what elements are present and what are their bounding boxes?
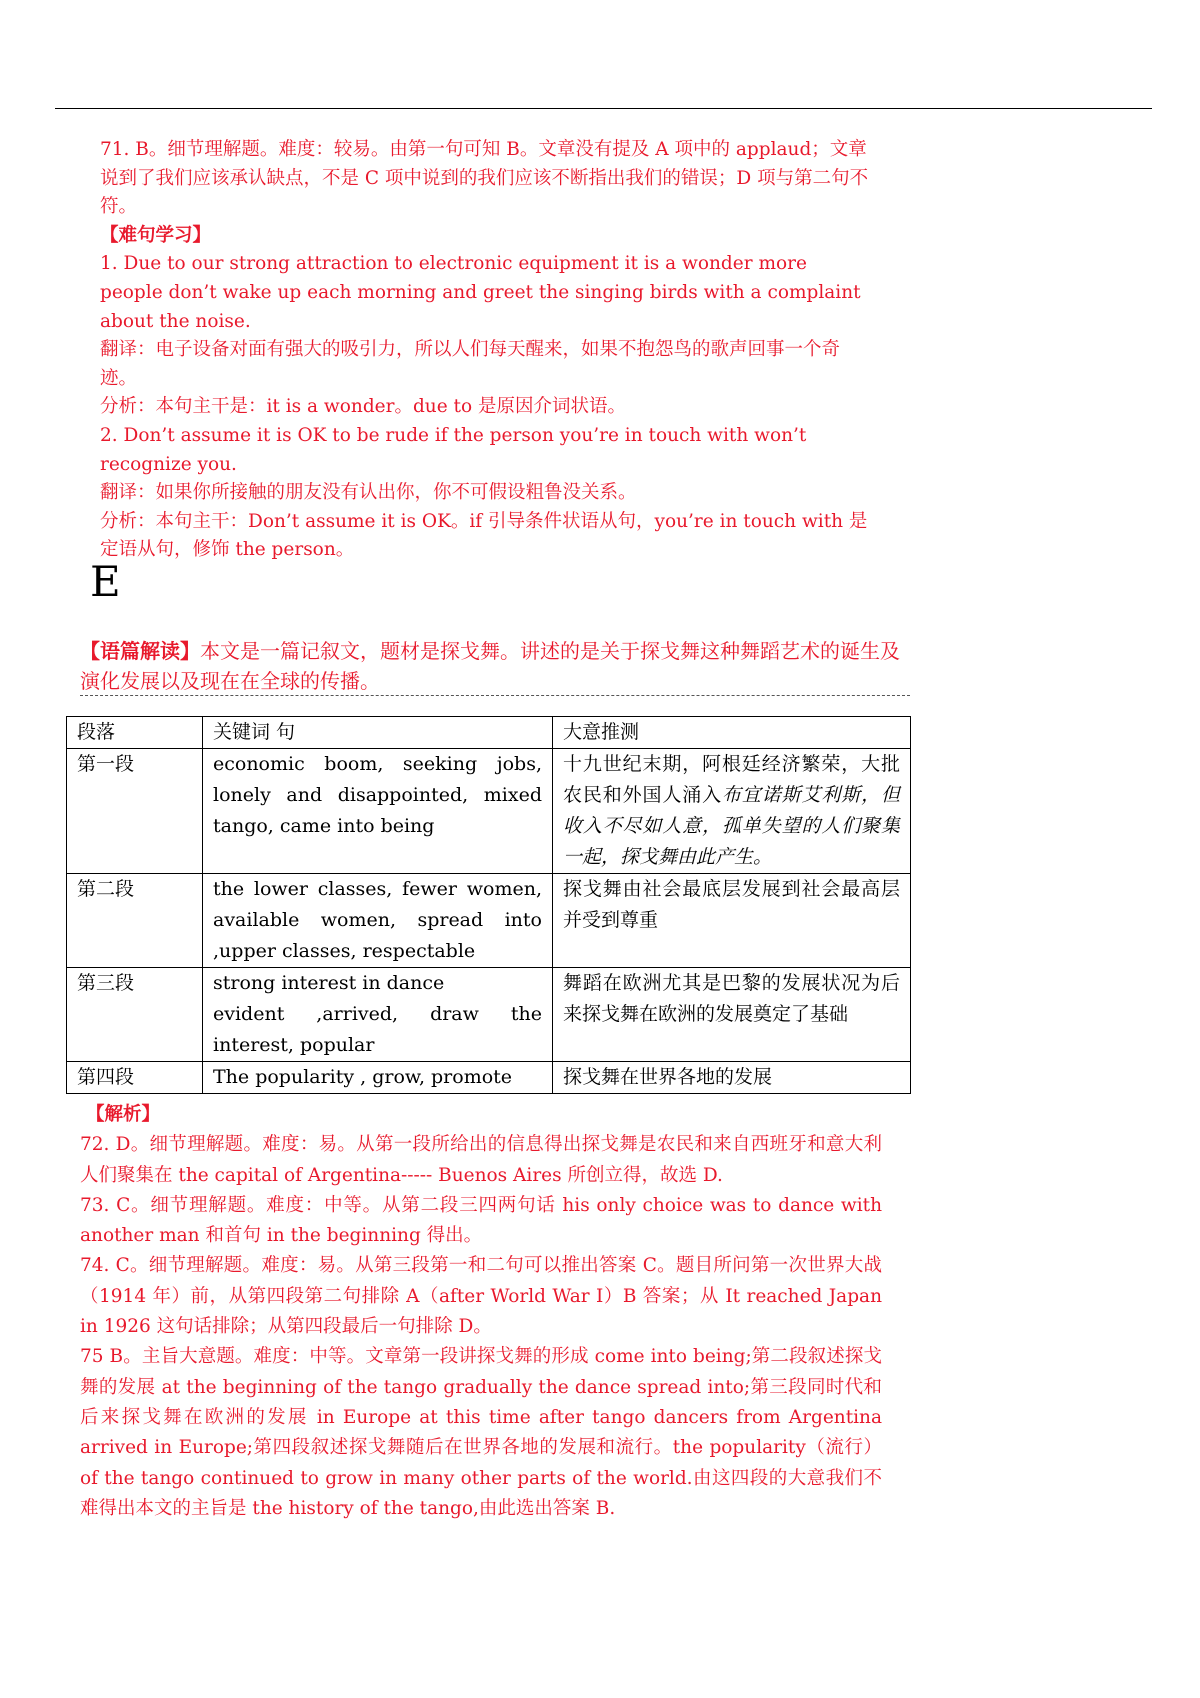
meaning-text: 十九世纪末期，阿根廷经济繁荣，大批农民和外国人涌入 [563, 753, 900, 806]
summary-divider [80, 695, 910, 696]
keywords-cell: the lower classes, fewer women, available women, spread into ,upper classes, respectable [203, 874, 553, 968]
keywords-line: evident ,arrived, draw the interest, popular [213, 1003, 542, 1056]
table-header-row [67, 717, 911, 749]
sentence-1-analysis: 分析：本句主干是：it is a wonder。due to 是原因介词状语。 [100, 396, 626, 418]
meaning-cell: 探戈舞由社会最底层发展到社会最高层 并受到尊重 [553, 874, 911, 968]
summary-label: 【语篇解读】 [80, 639, 200, 663]
table-header-cell: 段落 [67, 717, 203, 749]
meaning-italic-text: 布宜诺斯艾利斯，但收入不尽如人意，孤单失望的人们聚集一起，探戈舞由此产生。 [563, 784, 900, 868]
keywords-cell [203, 968, 553, 1062]
meaning-cell [553, 749, 911, 874]
keywords-cell: The popularity , grow, promote [203, 1062, 553, 1094]
sentence-2-english: 2. Don’t assume it is OK to be rude if the person you’re in touch with won’t recognize you. [100, 424, 807, 475]
answer-73: 73. C。细节理解题。难度：中等。从第二段三四两句话 his only choice was to dance with another man 和首句 in the beginning 得出。 [80, 1194, 882, 1247]
table-header-cell: 大意推测 [553, 717, 911, 749]
paragraph-cell: 第一段 [67, 749, 203, 874]
keywords-line: strong interest in dance [213, 972, 445, 994]
passage-summary [80, 636, 910, 696]
sentence-1-translation: 翻译：电子设备对面有强大的吸引力，所以人们每天醒来，如果不抱怨鸟的歌声回事一个奇迹。 [100, 339, 841, 389]
hard-sentence-title: 【难句学习】 [100, 224, 212, 246]
table-header-cell: 关键词 句 [203, 717, 553, 749]
analysis-block [80, 1100, 882, 1524]
answer-72: 72. D。细节理解题。难度：易。从第一段所给出的信息得出探戈舞是农民和来自西班牙和意大利人们聚集在 the capital of Argentina----- Buenos Aires 所创立得，故选 D. [80, 1134, 882, 1186]
table-row [67, 874, 911, 968]
table-row [67, 968, 911, 1062]
meaning-cell: 舞蹈在欧洲尤其是巴黎的发展状况为后来探戈舞在欧洲的发展奠定了基础 [553, 968, 911, 1062]
meaning-cell: 探戈舞在世界各地的发展 [553, 1062, 911, 1094]
paragraph-cell: 第二段 [67, 874, 203, 968]
answer-71: 71. B。细节理解题。难度：较易。由第一句可知 B。文章没有提及 A 项中的 applaud；文章说到了我们应该承认缺点，不是 C 项中说到的我们应该不断指出我们的错误；D 项与第二句不符。 [100, 139, 869, 218]
answer-75: 75 B。主旨大意题。难度：中等。文章第一段讲探戈舞的形成 come into being;第二段叙述探戈舞的发展 at the beginning of the tango gradually the dance spread into;第三段同时代和后来探戈舞在欧洲的发展 in Europe at this time after tango dancers from Argentina arrived in Europe;第四段叙述探戈舞随后在世界各地的发展和流行。the popularity（流行）of the tango continued to grow in many other parts of the world.由这四段的大意我们不难得出本文的主旨是 the history of the tango,由此选出答案 B. [80, 1346, 882, 1519]
sentence-1-english: 1. Due to our strong attraction to electronic equipment it is a wonder more people don’t wake up each morning and greet the singing birds with a complaint about the noise. [100, 253, 861, 332]
answer-74: 74. C。细节理解题。难度：易。从第三段第一和二句可以推出答案 C。题目所问第一次世界大战（1914 年）前，从第四段第二句排除 A（after World War Ⅰ）B 答案；从 It reached Japan in 1926 这句话排除；从第四段最后一句排除 D。 [80, 1255, 882, 1338]
keywords-cell: economic boom, seeking jobs, lonely and disappointed, mixed tango, came into being [203, 749, 553, 874]
sentence-2-translation: 翻译：如果你所接触的朋友没有认出你，你不可假设粗鲁没关系。 [100, 482, 637, 504]
table-row [67, 1062, 911, 1094]
summary-text: 本文是一篇记叙文，题材是探戈舞。讲述的是关于探戈舞这种舞蹈艺术的诞生及演化发展以及现在在全球的传播。 [80, 639, 900, 693]
table-row [67, 749, 911, 874]
paragraph-table [66, 716, 911, 1094]
answer-71-block [100, 136, 870, 565]
paragraph-cell: 第三段 [67, 968, 203, 1062]
section-heading: E [90, 557, 121, 606]
paragraph-cell: 第四段 [67, 1062, 203, 1094]
analysis-title: 【解析】 [86, 1104, 161, 1125]
sentence-2-analysis: 分析：本句主干：Don’t assume it is OK。if 引导条件状语从句，you’re in touch with 是定语从句，修饰 the person。 [100, 510, 868, 561]
header-divider [55, 108, 1152, 109]
